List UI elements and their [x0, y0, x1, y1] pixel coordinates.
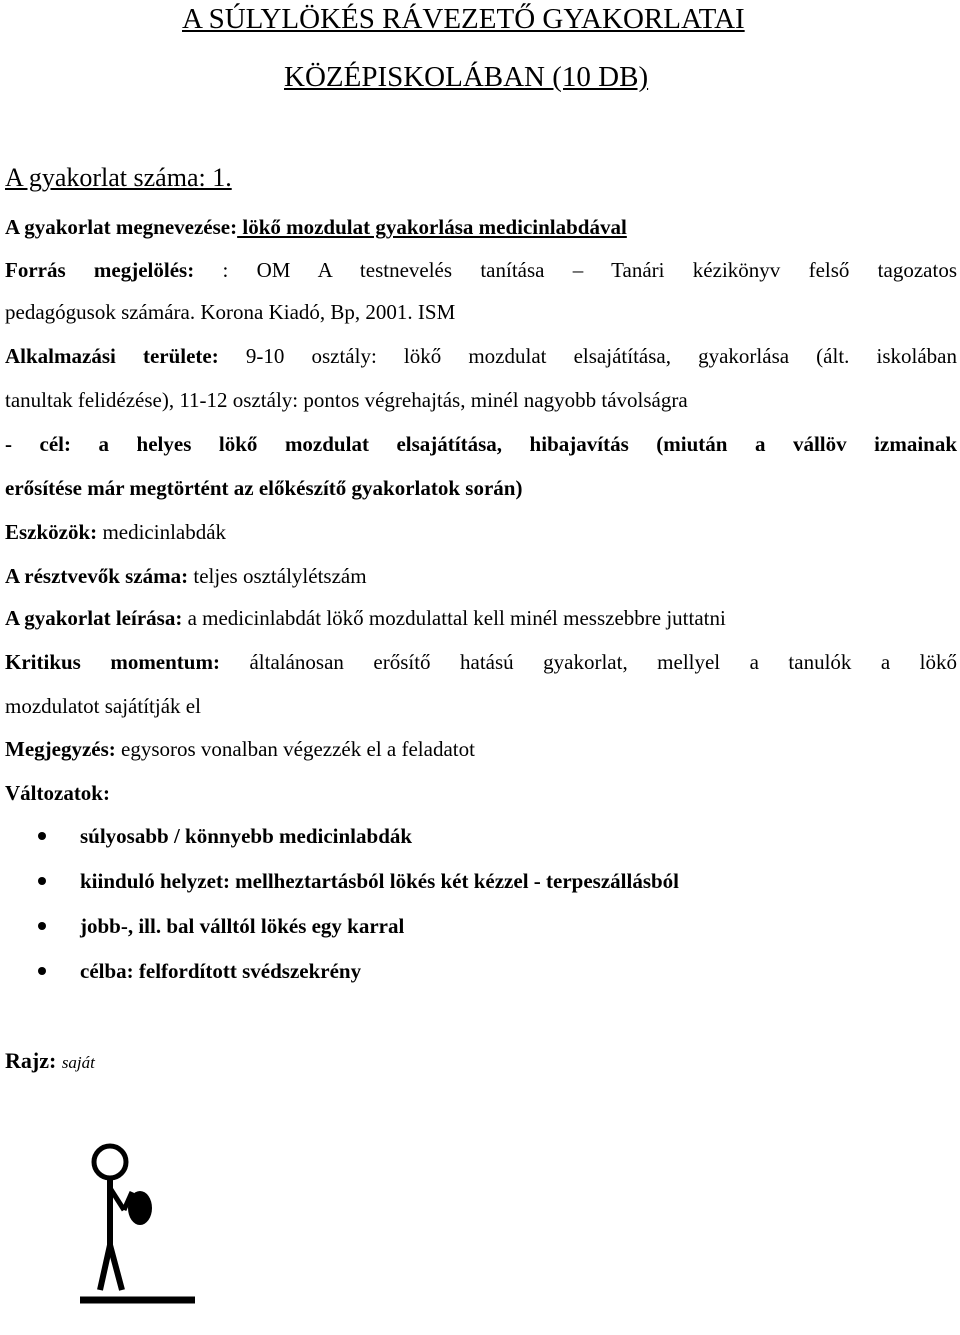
exercise-name-value: lökő mozdulat gyakorlása medicinlabdával [237, 215, 627, 239]
exercise-name-row [5, 213, 957, 241]
list-item: célba: felfordított svédszekrény [38, 957, 679, 1002]
note-value: egysoros vonalban végezzék el a feladatot [121, 737, 475, 761]
note-label: Megjegyzés: [5, 737, 116, 761]
document-title-line2: KÖZÉPISKOLÁBAN (10 DB) [284, 61, 649, 93]
description-label: A gyakorlat leírása: [5, 606, 183, 630]
variants-heading-row [5, 779, 957, 807]
critical-row-1 [5, 648, 957, 676]
bullet-icon [38, 967, 46, 975]
participants-label: A résztvevők száma: [5, 564, 189, 588]
application-label: Alkalmazási területe: [5, 344, 219, 368]
exercise-number: A gyakorlat száma: 1. [5, 163, 232, 192]
goal-text-1: a helyes lökő mozdulat elsajátítása, hibajavítás (miután a vállöv izmainak [98, 432, 958, 456]
description-value: a medicinlabdát lökő mozdulattal kell minél messzebbre juttatni [187, 606, 726, 630]
note-row [5, 735, 957, 763]
critical-text-2: mozdulatot sajátítják el [5, 694, 201, 718]
goal-label: - cél: [5, 432, 71, 456]
variants-label: Változatok: [5, 781, 110, 805]
application-text-1: 9-10 osztály: lökő mozdulat elsajátítása, gyakorlása (ált. iskolában [245, 344, 958, 368]
source-text-2: pedagógusok számára. Korona Kiadó, Bp, 2001. ISM [5, 300, 456, 324]
stick-figure-with-ball-icon [80, 1140, 200, 1320]
goal-row-1 [5, 430, 957, 458]
tools-value: medicinlabdák [102, 520, 227, 544]
application-row-2 [5, 386, 957, 414]
tools-label: Eszközök: [5, 520, 98, 544]
description-row [5, 604, 957, 632]
bullet-icon [38, 922, 46, 930]
variants-list [38, 822, 679, 1002]
bullet-icon [38, 832, 46, 840]
drawing-label: Rajz: [5, 1048, 57, 1073]
document-title-line1: A SÚLYLÖKÉS RÁVEZETŐ GYAKORLATAI [182, 3, 745, 35]
participants-value: teljes osztálylétszám [193, 564, 367, 588]
list-item: jobb-, ill. bal válltól lökés egy karral [38, 912, 679, 957]
participants-row [5, 562, 957, 590]
source-text-1: : OM A testnevelés tanítása – Tanári kézikönyv felső tagozatos [222, 258, 957, 282]
bullet-icon [38, 877, 46, 885]
goal-row-2 [5, 474, 957, 502]
application-row-1 [5, 342, 957, 370]
goal-text-2: erősítése már megtörtént az előkészítő gyakorlatok során) [5, 476, 523, 500]
exercise-number-row [5, 164, 957, 193]
application-text-2: tanultak felidézése), 11-12 osztály: pontos végrehajtás, minél nagyobb távolságra [5, 388, 688, 412]
critical-text-1: általánosan erősítő hatású gyakorlat, mellyel a tanulók a lökő [249, 650, 958, 674]
exercise-name-label: A gyakorlat megnevezése: [5, 215, 238, 239]
source-row-1 [5, 256, 957, 284]
source-row-2 [5, 298, 957, 326]
list-item: súlyosabb / könnyebb medicinlabdák [38, 822, 679, 867]
drawing-row [5, 1046, 95, 1078]
critical-row-2 [5, 692, 957, 720]
source-label: Forrás megjelölés: [5, 258, 195, 282]
drawing-value: saját [61, 1053, 95, 1072]
critical-label: Kritikus momentum: [5, 650, 220, 674]
list-item: kiinduló helyzet: mellheztartásból lökés két kézzel - terpeszállásból [38, 867, 679, 912]
tools-row [5, 518, 957, 546]
